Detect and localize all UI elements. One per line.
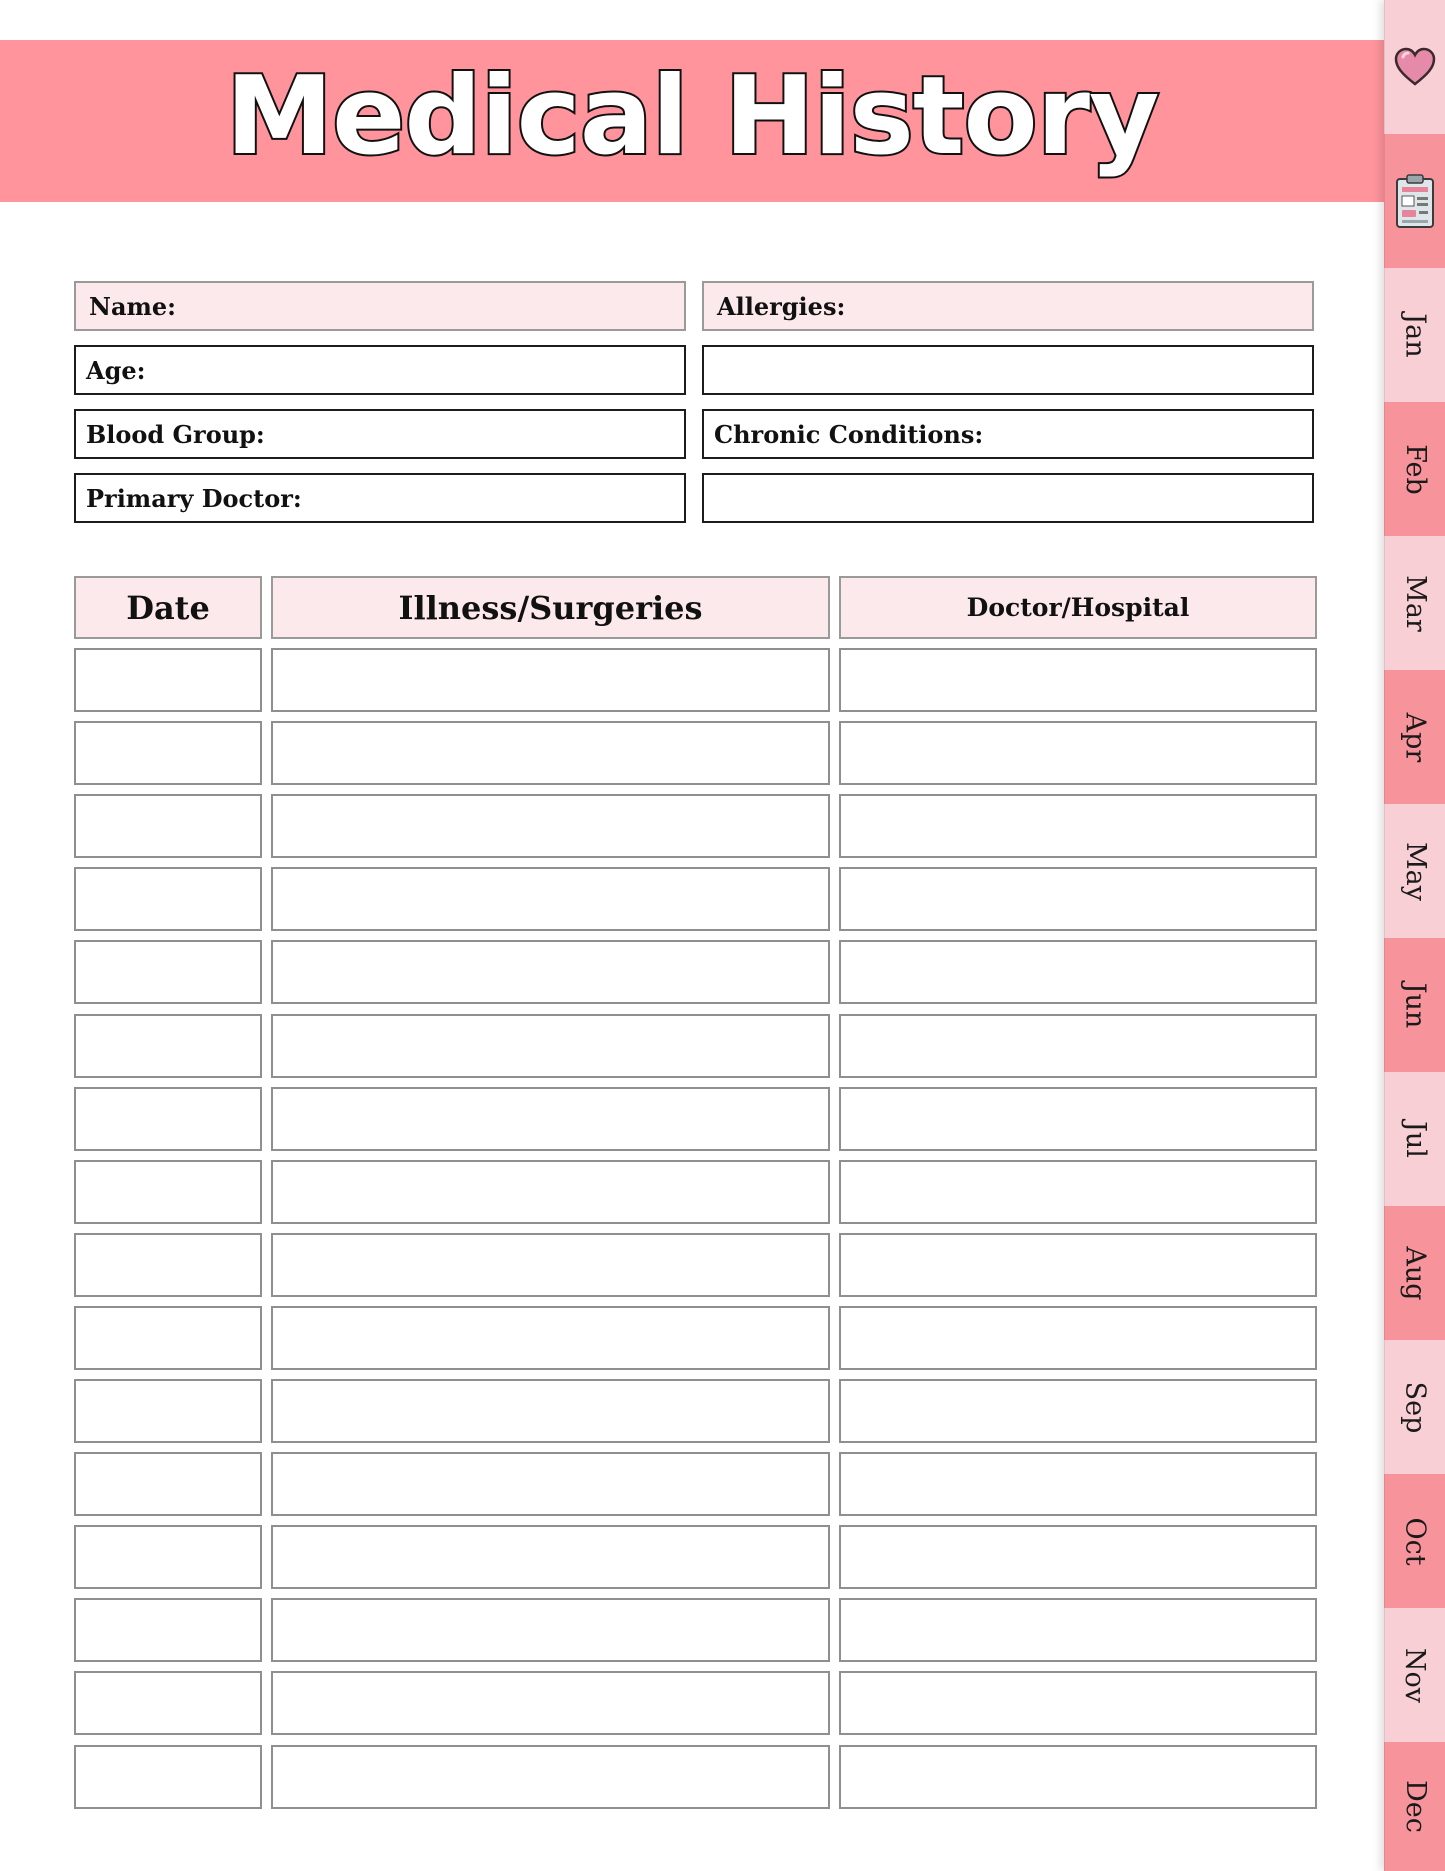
- doctor-hospital-cell[interactable]: [839, 1160, 1317, 1224]
- date-cell[interactable]: [74, 940, 262, 1004]
- tab-label: Sep: [1399, 1381, 1431, 1433]
- doctor-hospital-cell[interactable]: [839, 1452, 1317, 1516]
- illness-cell[interactable]: [271, 1087, 830, 1151]
- date-cell[interactable]: [74, 1087, 262, 1151]
- tab-may[interactable]: [1384, 804, 1445, 938]
- tab-jul[interactable]: [1384, 1072, 1445, 1206]
- primary-doctor-label: Primary Doctor:: [86, 483, 302, 513]
- primary-doctor-field[interactable]: [74, 473, 686, 523]
- date-cell[interactable]: [74, 1745, 262, 1809]
- doctor-hospital-cell[interactable]: [839, 1525, 1317, 1589]
- name-field[interactable]: [74, 281, 686, 331]
- tab-dec[interactable]: [1384, 1742, 1445, 1871]
- tab-label: Jun: [1399, 982, 1431, 1028]
- illness-cell[interactable]: [271, 1452, 830, 1516]
- doctor-hospital-cell[interactable]: [839, 940, 1317, 1004]
- date-cell[interactable]: [74, 1379, 262, 1443]
- doctor-hospital-cell[interactable]: [839, 1598, 1317, 1662]
- tab-nov[interactable]: [1384, 1608, 1445, 1742]
- tab-label: Jan: [1399, 312, 1431, 358]
- doctor-hospital-cell[interactable]: [839, 794, 1317, 858]
- illness-cell[interactable]: [271, 1525, 830, 1589]
- tab-label: Dec: [1399, 1780, 1431, 1833]
- doctor-hospital-cell[interactable]: [839, 1379, 1317, 1443]
- illness-cell[interactable]: [271, 1671, 830, 1735]
- clipboard-icon: [1394, 173, 1436, 229]
- chronic-conditions-field-line-2[interactable]: [702, 473, 1314, 523]
- tab-jun[interactable]: [1384, 938, 1445, 1072]
- doctor-hospital-cell[interactable]: [839, 1087, 1317, 1151]
- tab-label: Oct: [1399, 1516, 1431, 1566]
- date-cell[interactable]: [74, 1598, 262, 1662]
- tab-records[interactable]: [1384, 134, 1445, 268]
- tab-strip: [1384, 0, 1445, 1871]
- tab-oct[interactable]: [1384, 1474, 1445, 1608]
- doctor-hospital-cell[interactable]: [839, 1306, 1317, 1370]
- age-label: Age:: [86, 355, 146, 385]
- date-cell[interactable]: [74, 794, 262, 858]
- allergies-field[interactable]: [702, 281, 1314, 331]
- date-cell[interactable]: [74, 1525, 262, 1589]
- page-title: Medical History: [225, 54, 1159, 179]
- doctor-hospital-cell[interactable]: [839, 1233, 1317, 1297]
- tab-aug[interactable]: [1384, 1206, 1445, 1340]
- tab-label: Aug: [1399, 1245, 1431, 1301]
- illness-cell[interactable]: [271, 1598, 830, 1662]
- tab-apr[interactable]: [1384, 670, 1445, 804]
- illness-cell[interactable]: [271, 794, 830, 858]
- column-header-date: Date: [74, 576, 262, 639]
- doctor-hospital-cell[interactable]: [839, 867, 1317, 931]
- tab-label: May: [1399, 841, 1431, 901]
- allergies-field-line-2[interactable]: [702, 345, 1314, 395]
- tab-label: Nov: [1399, 1647, 1431, 1703]
- tab-sep[interactable]: [1384, 1340, 1445, 1474]
- tab-label: Jul: [1399, 1120, 1431, 1158]
- date-cell[interactable]: [74, 648, 262, 712]
- date-cell[interactable]: [74, 1233, 262, 1297]
- column-header-illness: Illness/Surgeries: [271, 576, 830, 639]
- illness-cell[interactable]: [271, 648, 830, 712]
- doctor-hospital-cell[interactable]: [839, 648, 1317, 712]
- illness-cell[interactable]: [271, 940, 830, 1004]
- doctor-hospital-cell[interactable]: [839, 1014, 1317, 1078]
- tab-mar[interactable]: [1384, 536, 1445, 670]
- date-cell[interactable]: [74, 1452, 262, 1516]
- name-label: Name:: [89, 291, 177, 321]
- blood-group-label: Blood Group:: [86, 419, 265, 449]
- doctor-hospital-cell[interactable]: [839, 1745, 1317, 1809]
- date-cell[interactable]: [74, 721, 262, 785]
- heart-icon: [1394, 47, 1436, 87]
- date-cell[interactable]: [74, 1671, 262, 1735]
- tab-label: Apr: [1399, 712, 1431, 762]
- illness-cell[interactable]: [271, 1014, 830, 1078]
- doctor-hospital-cell[interactable]: [839, 721, 1317, 785]
- chronic-conditions-label: Chronic Conditions:: [714, 419, 984, 449]
- tab-favorites[interactable]: [1384, 0, 1445, 134]
- illness-cell[interactable]: [271, 721, 830, 785]
- illness-cell[interactable]: [271, 867, 830, 931]
- tab-label: Feb: [1399, 443, 1431, 495]
- allergies-label: Allergies:: [717, 291, 846, 321]
- date-cell[interactable]: [74, 1014, 262, 1078]
- doctor-hospital-cell[interactable]: [839, 1671, 1317, 1735]
- column-header-doctor: Doctor/Hospital: [839, 576, 1317, 639]
- illness-cell[interactable]: [271, 1233, 830, 1297]
- date-cell[interactable]: [74, 1306, 262, 1370]
- blood-group-field[interactable]: [74, 409, 686, 459]
- chronic-conditions-field[interactable]: [702, 409, 1314, 459]
- age-field[interactable]: [74, 345, 686, 395]
- illness-cell[interactable]: [271, 1160, 830, 1224]
- tab-feb[interactable]: [1384, 402, 1445, 536]
- date-cell[interactable]: [74, 867, 262, 931]
- date-cell[interactable]: [74, 1160, 262, 1224]
- illness-cell[interactable]: [271, 1306, 830, 1370]
- tab-label: Mar: [1399, 574, 1431, 632]
- illness-cell[interactable]: [271, 1379, 830, 1443]
- illness-cell[interactable]: [271, 1745, 830, 1809]
- tab-jan[interactable]: [1384, 268, 1445, 402]
